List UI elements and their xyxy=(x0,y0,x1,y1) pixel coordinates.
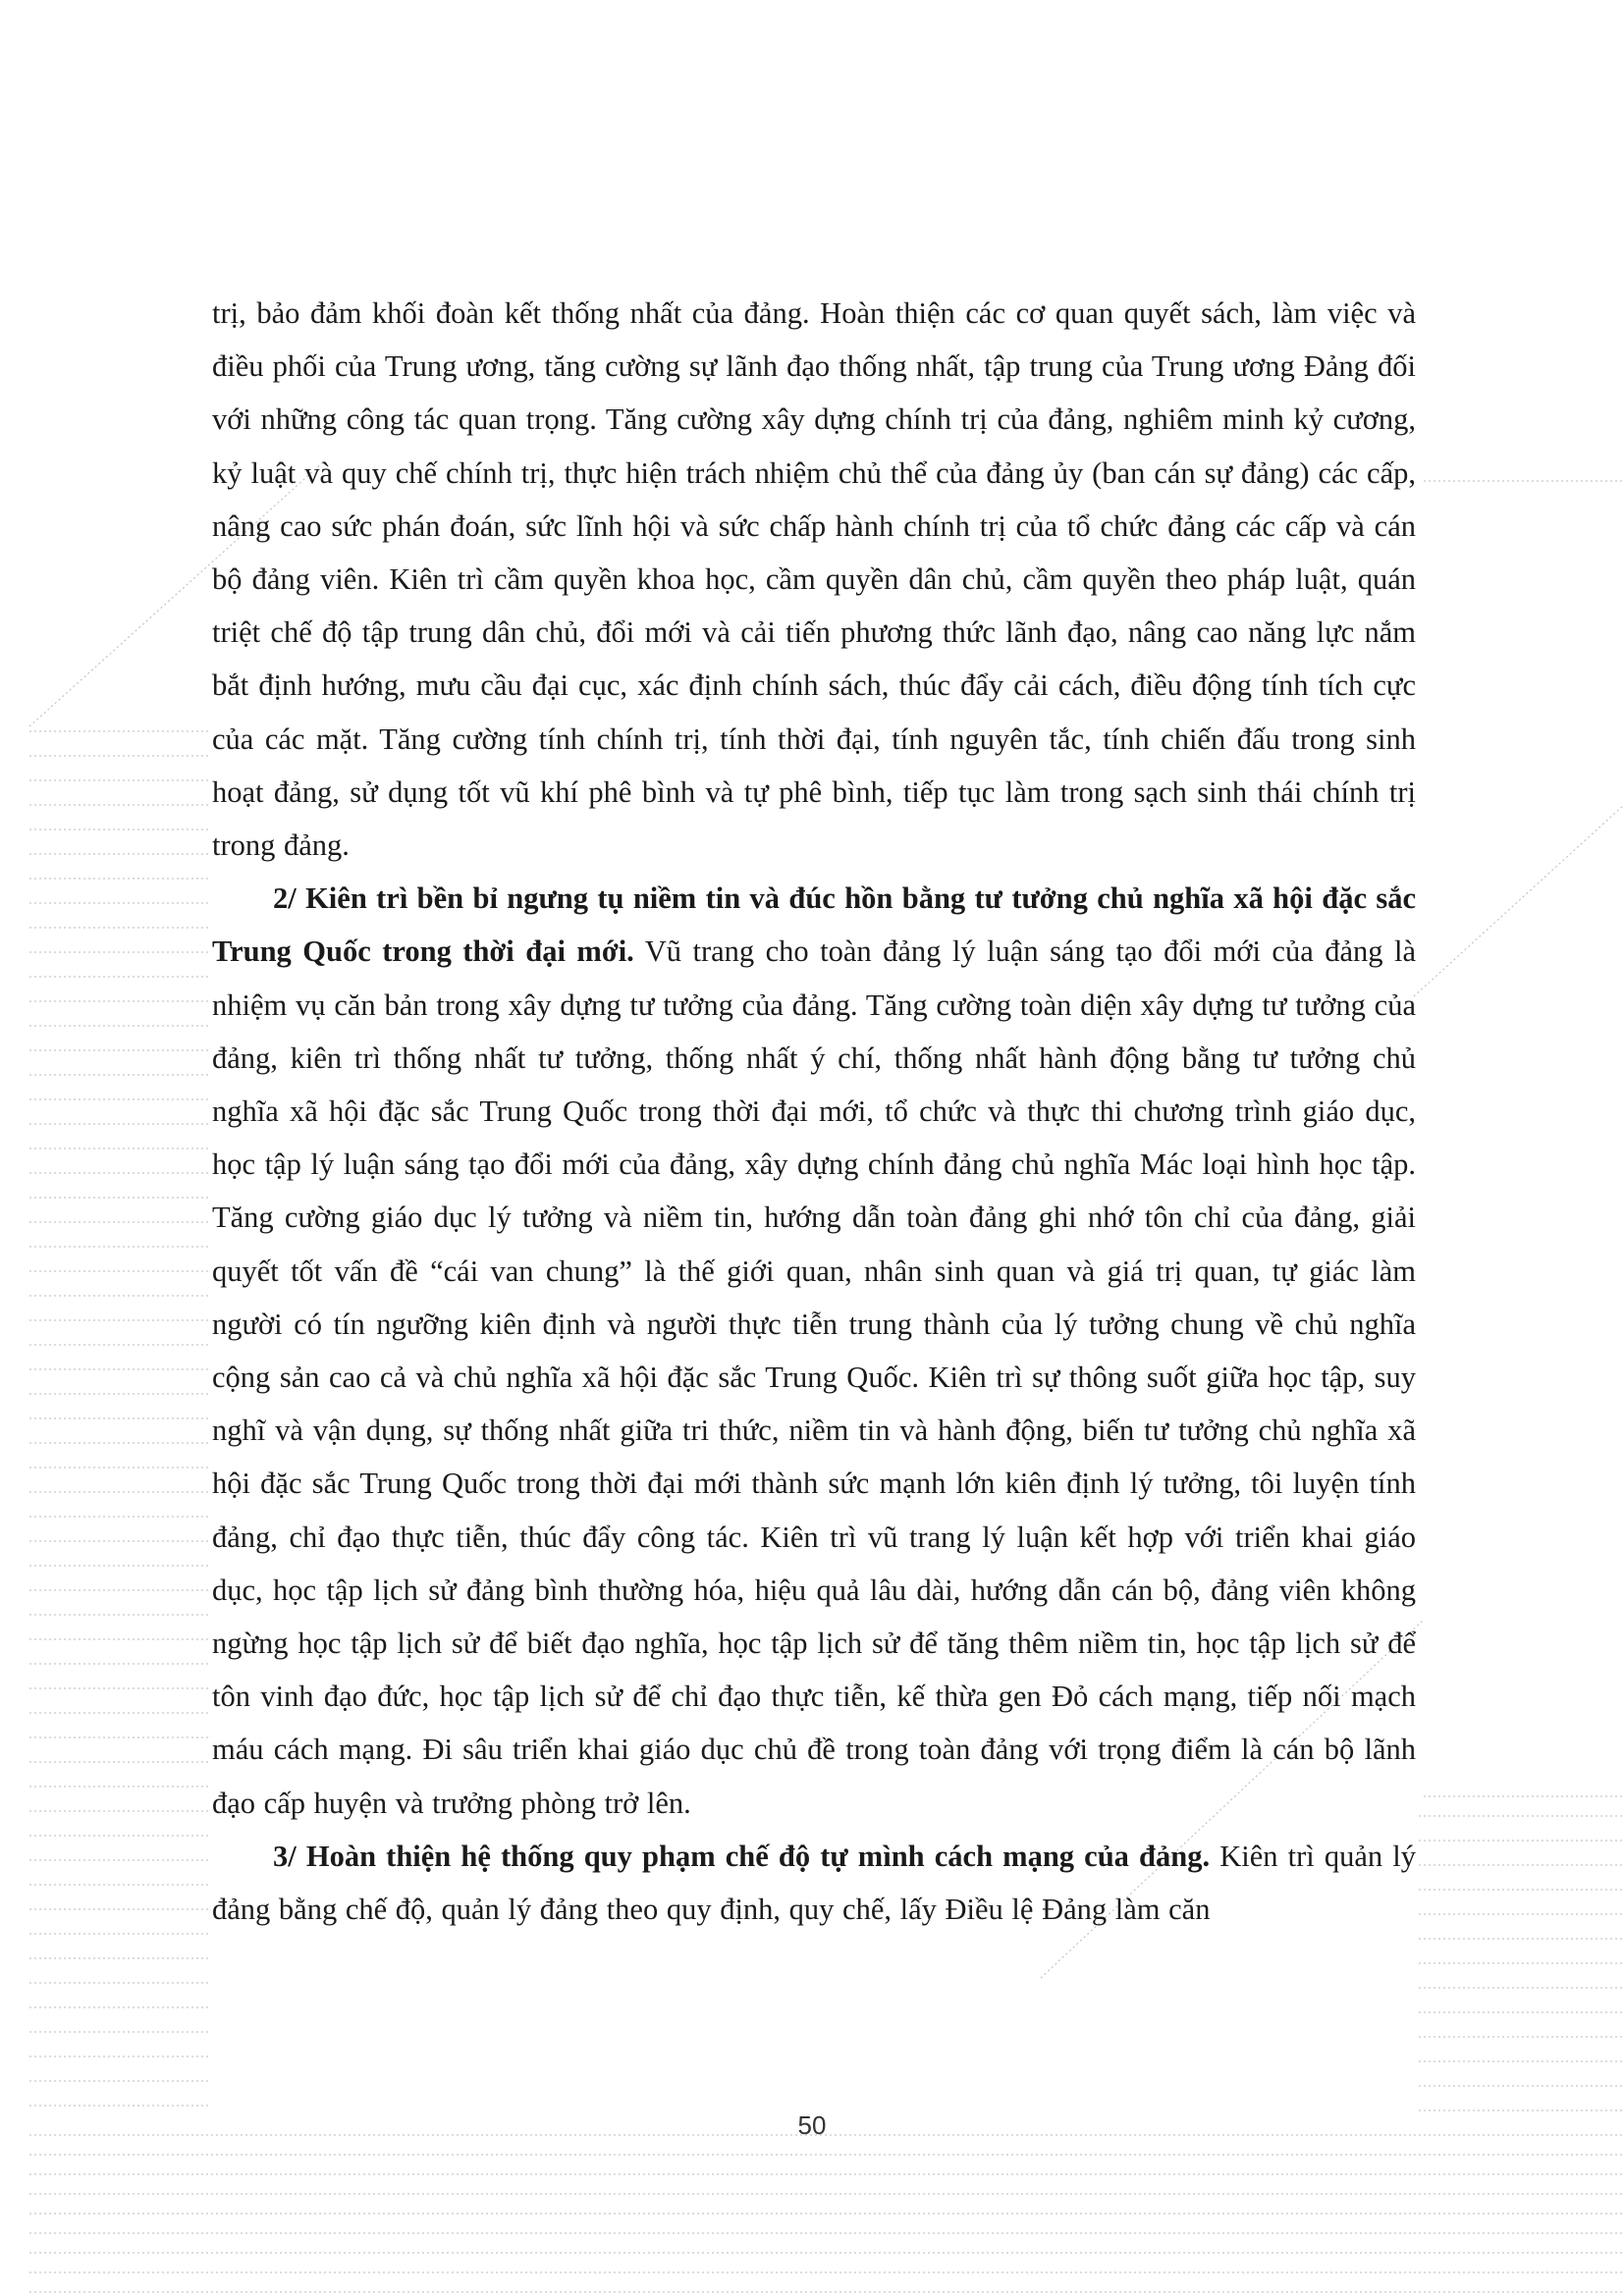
document-body xyxy=(212,287,1416,1936)
paragraph-3 xyxy=(212,1830,1416,1936)
page-number: 50 xyxy=(797,2110,827,2140)
paragraph-1-text: trị, bảo đảm khối đoàn kết thống nhất của đảng. Hoàn thiện các cơ quan quyết sách, làm việc và điều phối của Trung ương, tăng cường sự lãnh đạo thống nhất, tập trung của Trung ương Đảng đối với những công tác quan trọng. Tăng cường xây dựng chính trị của đảng, nghiêm minh kỷ cương, kỷ luật và quy chế chính trị, thực hiện trách nhiệm chủ thể của đảng ủy (ban cán sự đảng) các cấp, nâng cao sức phán đoán, sức lĩnh hội và sức chấp hành chính trị của tổ chức đảng các cấp và cán bộ đảng viên. Kiên trì cầm quyền khoa học, cầm quyền dân chủ, cầm quyền theo pháp luật, quán triệt chế độ tập trung dân chủ, đổi mới và cải tiến phương thức lãnh đạo, nâng cao năng lực nắm bắt định hướng, mưu cầu đại cục, xác định chính sách, thúc đẩy cải cách, điều động tính tích cực của các mặt. Tăng cường tính chính trị, tính thời đại, tính nguyên tắc, tính chiến đấu trong sinh hoạt đảng, sử dụng tốt vũ khí phê bình và tự phê bình, tiếp tục làm trong sạch sinh thái chính trị trong đảng. xyxy=(212,296,1416,863)
paragraph-2-heading: 2/ Kiên trì bền bỉ ngưng tụ niềm tin và đúc hồn bằng tư tưởng chủ nghĩa xã hội đặc sắc Trung Quốc trong thời đại mới. xyxy=(212,881,1416,969)
paragraph-2 xyxy=(212,872,1416,1830)
paragraph-3-text: Kiên trì quản lý đảng bằng chế độ, quản lý đảng theo quy định, quy chế, lấy Điều lệ Đảng làm căn xyxy=(212,1839,1416,1927)
paragraph-1 xyxy=(212,287,1416,872)
paragraph-2-text: Vũ trang cho toàn đảng lý luận sáng tạo đổi mới của đảng là nhiệm vụ căn bản trong xây dựng tư tưởng của đảng. Tăng cường toàn diện xây dựng tư tưởng của đảng, kiên trì thống nhất tư tưởng, thống nhất ý chí, thống nhất hành động bằng tư tưởng chủ nghĩa xã hội đặc sắc Trung Quốc trong thời đại mới, tổ chức và thực thi chương trình giáo dục, học tập lý luận sáng tạo đổi mới của đảng, xây dựng chính đảng chủ nghĩa Mác loại hình học tập. Tăng cường giáo dục lý tưởng và niềm tin, hướng dẫn toàn đảng ghi nhớ tôn chỉ của đảng, giải quyết tốt vấn đề “cái van chung” là thế giới quan, nhân sinh quan và giá trị quan, tự giác làm người có tín ngưỡng kiên định và người thực tiễn trung thành của lý tưởng chung về chủ nghĩa cộng sản cao cả và chủ nghĩa xã hội đặc sắc Trung Quốc. Kiên trì sự thông suốt giữa học tập, suy nghĩ và vận dụng, sự thống nhất giữa tri thức, niềm tin và hành động, biến tư tưởng chủ nghĩa xã hội đặc sắc Trung Quốc trong thời đại mới thành sức mạnh lớn kiên định lý tưởng, tôi luyện tính đảng, chỉ đạo thực tiễn, thúc đẩy công tác. Kiên trì vũ trang lý luận kết hợp với triển khai giáo dục, học tập lịch sử đảng bình thường hóa, hiệu quả lâu dài, hướng dẫn cán bộ, đảng viên không ngừng học tập lịch sử để biết đạo nghĩa, học tập lịch sử để tăng thêm niềm tin, học tập lịch sử để tôn vinh đạo đức, học tập lịch sử để chỉ đạo thực tiễn, kế thừa gen Đỏ cách mạng, tiếp nối mạch máu cách mạng. Đi sâu triển khai giáo dục chủ đề trong toàn đảng với trọng điểm là cán bộ lãnh đạo cấp huyện và trưởng phòng trở lên. xyxy=(212,934,1416,1820)
paragraph-3-heading: 3/ Hoàn thiện hệ thống quy phạm chế độ tự mình cách mạng của đảng. xyxy=(273,1839,1211,1873)
